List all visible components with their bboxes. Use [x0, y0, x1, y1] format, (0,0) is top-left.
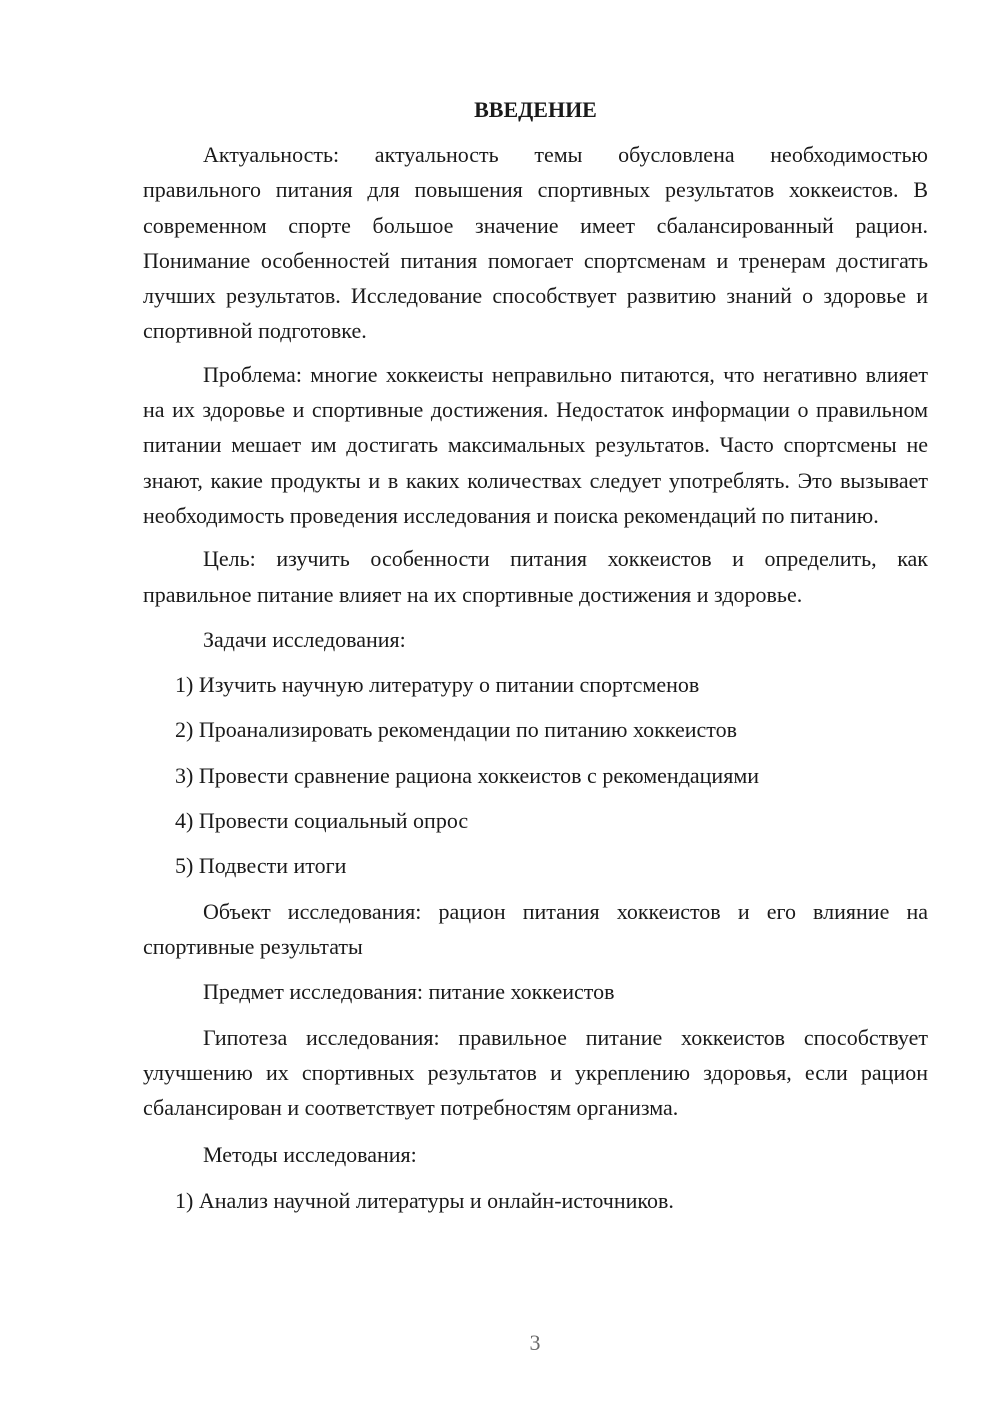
- method-item: 1) Анализ научной литературы и онлайн-источников.: [175, 1187, 674, 1213]
- paragraph-goal: Цель: изучить особенности питания хоккеистов и определить, как правильное питание влияет на их спортивные достижения и здоровье.: [143, 546, 928, 607]
- methods-heading: Методы исследования:: [203, 1142, 417, 1168]
- task-item: 3) Провести сравнение рациона хоккеистов с рекомендациями: [175, 762, 760, 788]
- task-item: 4) Провести социальный опрос: [175, 808, 469, 834]
- paragraph-problem: Проблема: многие хоккеисты неправильно питаются, что негативно влияет на их здоровье и спортивные достижения. Недостаток информации о правильном питании мешает им достигать максимальных результатов. Часто спортсмены не знают, какие продукты и в каких количествах следует употреблять. Это вызывает необходимость проведения исследования и поиска рекомендаций по питанию.: [143, 361, 928, 528]
- task-item: 2) Проанализировать рекомендации по питанию хоккеистов: [175, 717, 737, 743]
- paragraph-relevance: Актуальность: актуальность темы обусловлена необходимостью правильного питания для повышения спортивных результатов хоккеистов. В современном спорте большое значение имеет сбалансированный рацион. Понимание особенностей питания помогает спортсменам и тренерам достигать лучших результатов. Исследование способствует развитию знаний о здоровье и спортивной подготовке.: [143, 142, 928, 344]
- page-content: [143, 93, 928, 1218]
- paragraph-object: Объект исследования: рацион питания хоккеистов и его влияние на спортивные результаты: [143, 898, 928, 959]
- paragraph-subject: Предмет исследования: питание хоккеистов: [203, 979, 615, 1005]
- task-item: 1) Изучить научную литературу о питании спортсменов: [175, 672, 700, 698]
- task-item: 5) Подвести итоги: [175, 853, 347, 879]
- section-title: ВВЕДЕНИЕ: [474, 97, 597, 122]
- paragraph-hypothesis: Гипотеза исследования: правильное питание хоккеистов способствует улучшению их спортивных результатов и укреплению здоровья, если рацион сбалансирован и соответствует потребностям организма.: [143, 1024, 928, 1121]
- tasks-heading: Задачи исследования:: [203, 626, 406, 652]
- page-number: 3: [529, 1330, 541, 1355]
